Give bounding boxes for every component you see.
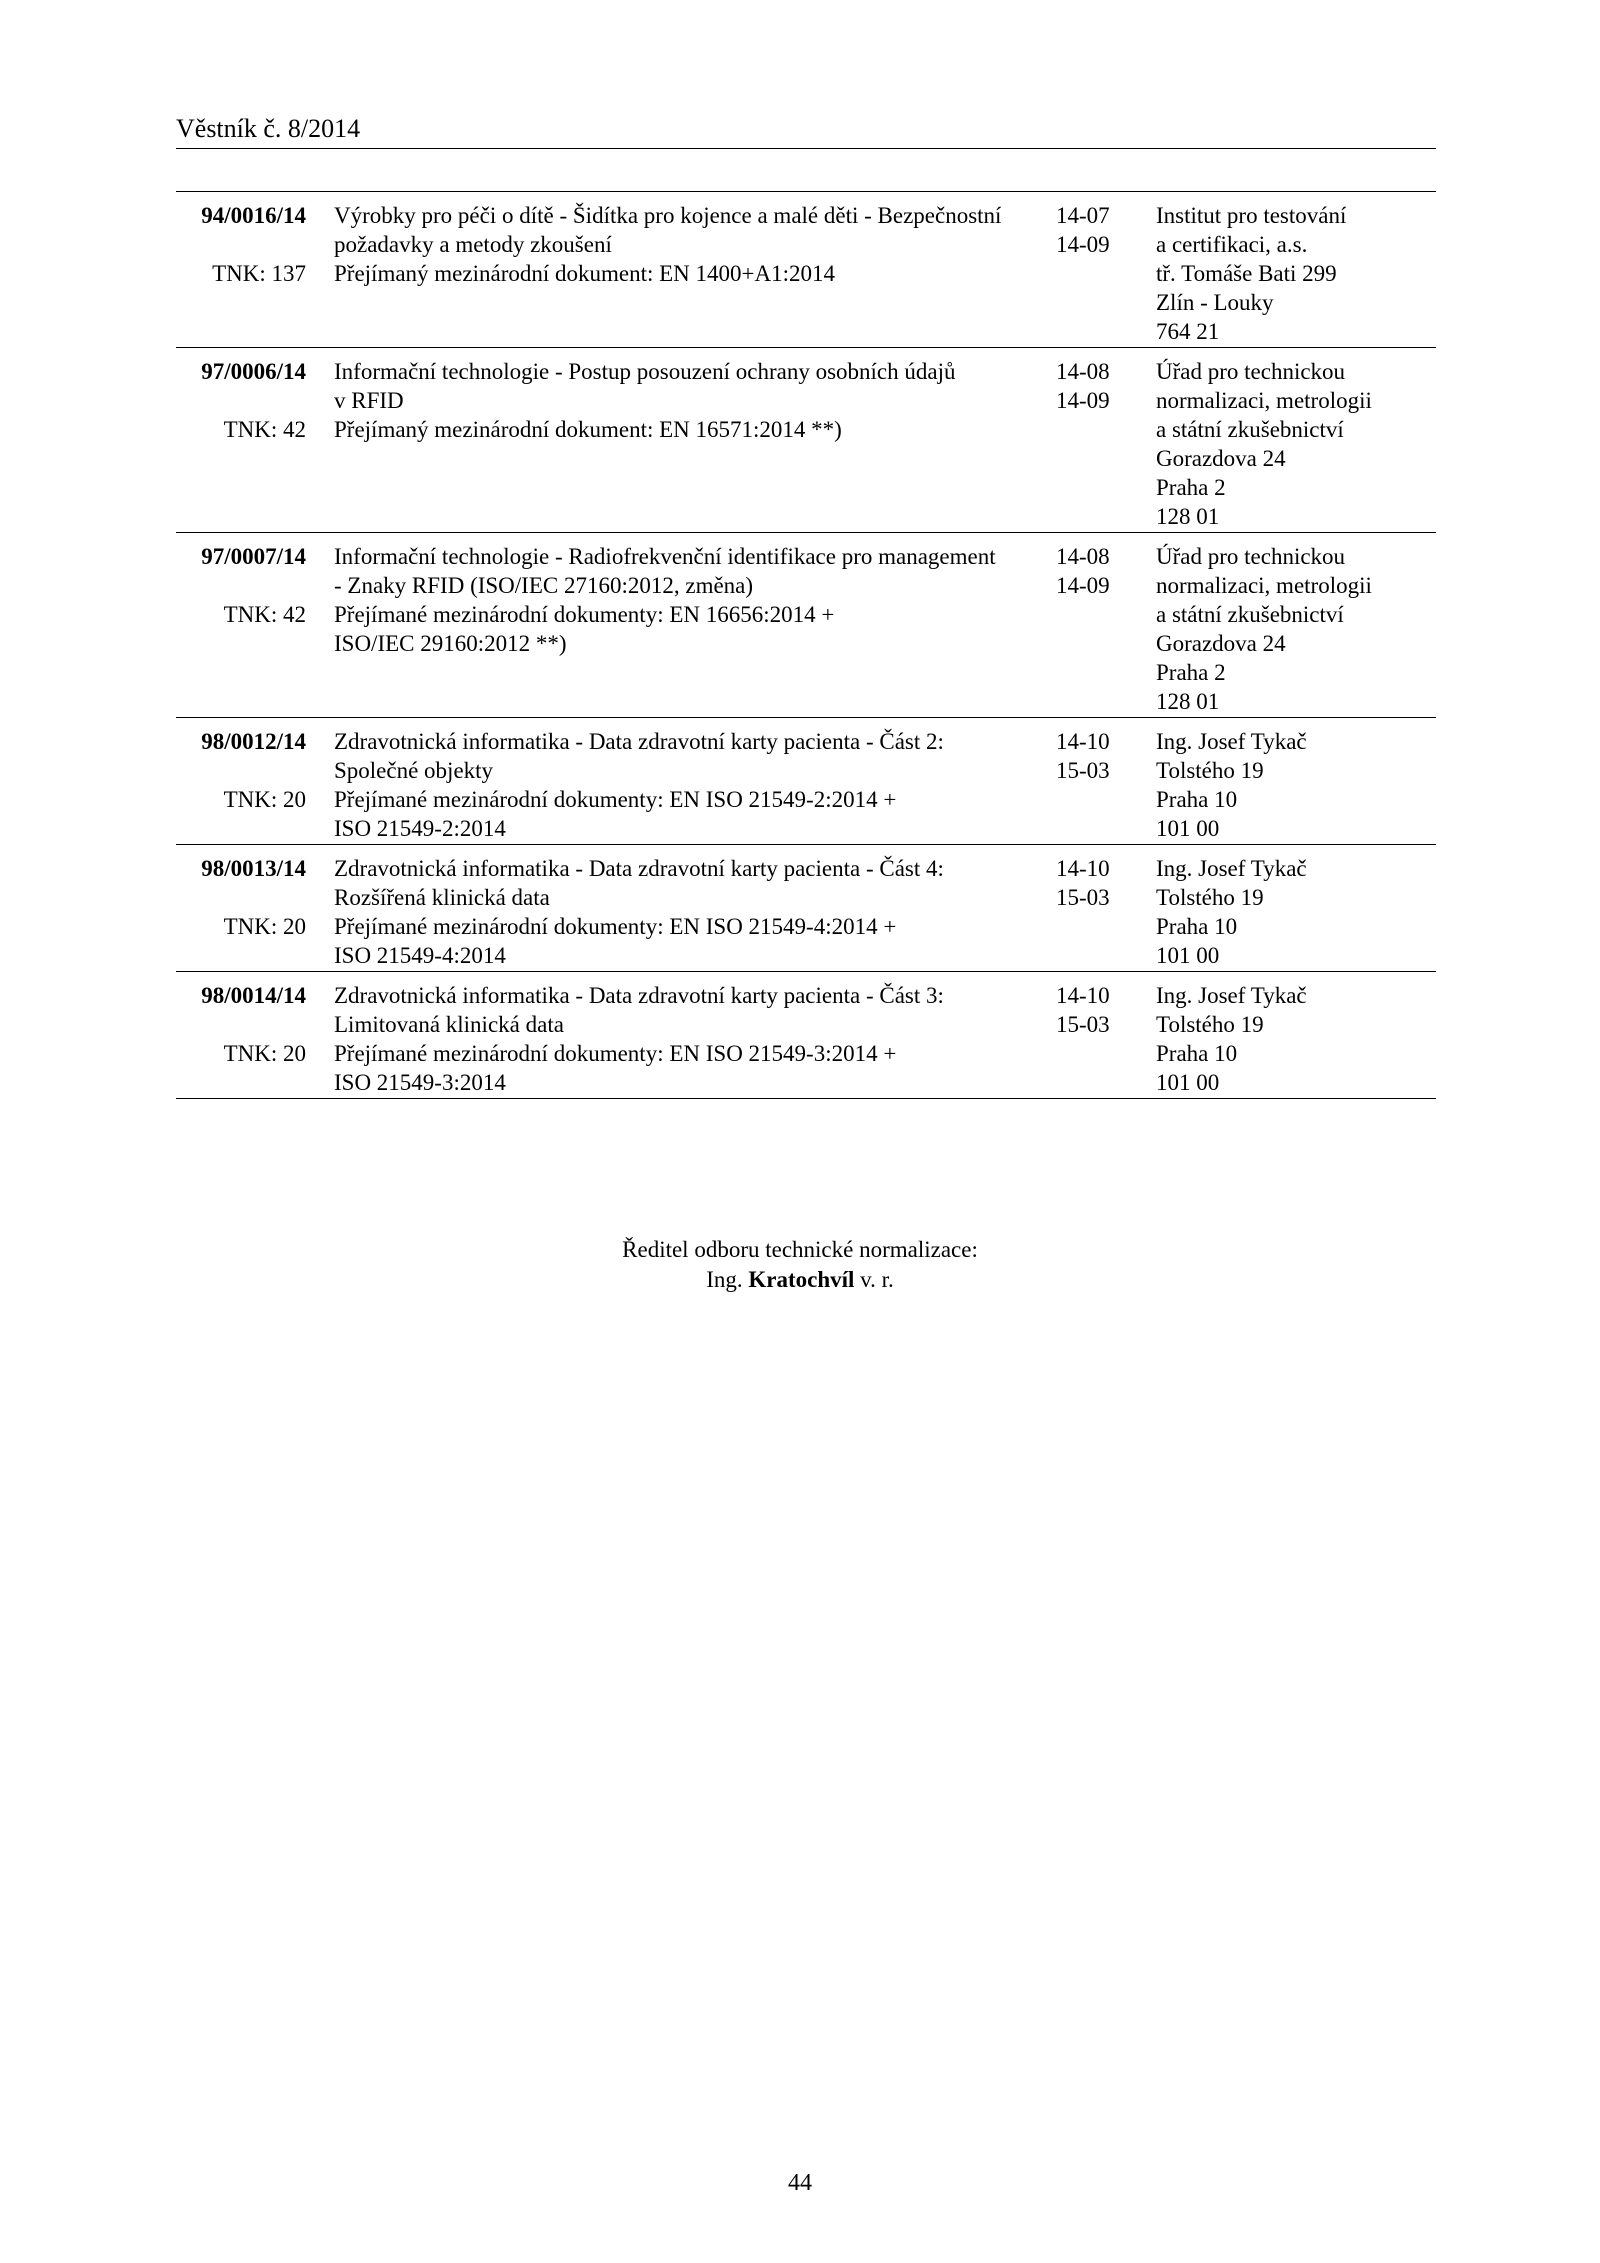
entry-title-line: ISO 21549-3:2014 [334, 1070, 506, 1095]
entry-code: 97/0007/14 [201, 544, 306, 569]
entry-date: 14-10 [1056, 983, 1110, 1008]
entry-address-cell [1156, 972, 1436, 1099]
entry-title-line: Společné objekty [334, 758, 494, 783]
entry-code-cell [176, 348, 306, 533]
entry-title-line: Zdravotnická informatika - Data zdravotní karty pacienta - Část 4: [334, 856, 944, 881]
entry-title-cell [306, 718, 1054, 845]
entry-address-line: normalizaci, metrologii [1156, 573, 1372, 598]
entry-address-line: Praha 10 [1156, 787, 1238, 812]
entry-address-line: Institut pro testování [1156, 203, 1347, 228]
entry-date: 14-07 [1056, 203, 1110, 228]
entry-code: 94/0016/14 [201, 203, 306, 228]
entry-title-line: Přejímaný mezinárodní dokument: EN 16571:2014 **) [334, 417, 842, 442]
entry-address-line: Tolstého 19 [1156, 885, 1264, 910]
entry-dates-cell [1054, 533, 1156, 718]
entry-tnk: TNK: 42 [223, 417, 306, 442]
entry-address-line: Praha 2 [1156, 475, 1226, 500]
entry-title-line: Přejímané mezinárodní dokumenty: EN ISO 21549-3:2014 + [334, 1041, 897, 1066]
entry-tnk: TNK: 42 [223, 602, 306, 627]
entry-address-cell [1156, 348, 1436, 533]
entry-date: 14-09 [1056, 232, 1110, 257]
entry-dates-cell [1054, 192, 1156, 348]
entry-title-cell [306, 533, 1054, 718]
entry-date: 14-10 [1056, 856, 1110, 881]
entry-code-cell [176, 718, 306, 845]
entry-address-line: Ing. Josef Tykač [1156, 856, 1307, 881]
entry-address-line: Úřad pro technickou [1156, 544, 1346, 569]
entry-address-line: 764 21 [1156, 319, 1220, 344]
entry-address-cell [1156, 192, 1436, 348]
signature-block [0, 1235, 1600, 1295]
table-row [176, 972, 1436, 1099]
entry-title-line: ISO/IEC 29160:2012 **) [334, 631, 567, 656]
entry-date: 15-03 [1056, 885, 1110, 910]
entry-title-line: Informační technologie - Postup posouzení ochrany osobních údajů [334, 359, 956, 384]
entry-title-line: Zdravotnická informatika - Data zdravotní karty pacienta - Část 2: [334, 729, 944, 754]
entry-title-line: - Znaky RFID (ISO/IEC 27160:2012, změna) [334, 573, 754, 598]
entry-title-cell [306, 192, 1054, 348]
table-row [176, 192, 1436, 348]
entry-address-line: Ing. Josef Tykač [1156, 729, 1307, 754]
entry-address-line: 101 00 [1156, 943, 1220, 968]
entry-title-line: Přejímané mezinárodní dokumenty: EN ISO 21549-4:2014 + [334, 914, 897, 939]
entry-title-line: Zdravotnická informatika - Data zdravotní karty pacienta - Část 3: [334, 983, 944, 1008]
entry-tnk: TNK: 20 [223, 914, 306, 939]
table-row [176, 533, 1436, 718]
entry-code: 98/0012/14 [201, 729, 306, 754]
entry-dates-cell [1054, 972, 1156, 1099]
entry-address-line: 128 01 [1156, 689, 1220, 714]
standards-table-body [176, 192, 1436, 1099]
entry-title-cell [306, 972, 1054, 1099]
entry-address-line: Zlín - Louky [1156, 290, 1274, 315]
entry-address-line: Gorazdova 24 [1156, 446, 1286, 471]
page-number: 44 [788, 2170, 812, 2196]
entry-title-cell [306, 845, 1054, 972]
entry-address-line: Gorazdova 24 [1156, 631, 1286, 656]
entry-address-line: Ing. Josef Tykač [1156, 983, 1307, 1008]
entry-address-cell [1156, 718, 1436, 845]
entry-address-line: normalizaci, metrologii [1156, 388, 1372, 413]
entry-code: 98/0013/14 [201, 856, 306, 881]
entry-tnk: TNK: 20 [223, 1041, 306, 1066]
signature-prefix: Ing. [706, 1267, 743, 1292]
entry-title-cell [306, 348, 1054, 533]
entry-date: 14-09 [1056, 573, 1110, 598]
page-header [176, 112, 1436, 149]
entry-address-line: Tolstého 19 [1156, 1012, 1264, 1037]
entry-tnk: TNK: 20 [223, 787, 306, 812]
table-row [176, 348, 1436, 533]
signature-name: Kratochvíl [748, 1267, 855, 1292]
signature-name-line [0, 1265, 1600, 1295]
entry-title-line: ISO 21549-4:2014 [334, 943, 506, 968]
entry-tnk: TNK: 137 [212, 261, 306, 286]
entry-date: 15-03 [1056, 758, 1110, 783]
entry-title-line: Přejímané mezinárodní dokumenty: EN ISO 21549-2:2014 + [334, 787, 897, 812]
entry-address-line: 101 00 [1156, 816, 1220, 841]
entry-address-line: Praha 10 [1156, 1041, 1238, 1066]
entry-address-line: Tolstého 19 [1156, 758, 1264, 783]
entry-address-line: Úřad pro technickou [1156, 359, 1346, 384]
entry-title-line: Informační technologie - Radiofrekvenční identifikace pro management [334, 544, 996, 569]
entry-code-cell [176, 192, 306, 348]
entry-dates-cell [1054, 348, 1156, 533]
entry-title-line: Přejímané mezinárodní dokumenty: EN 16656:2014 + [334, 602, 835, 627]
entry-title-line: Limitovaná klinická data [334, 1012, 564, 1037]
standards-table [176, 191, 1436, 1099]
journal-title: Věstník č. 8/2014 [176, 114, 361, 143]
entry-address-line: tř. Tomáše Bati 299 [1156, 261, 1337, 286]
entry-address-line: a certifikaci, a.s. [1156, 232, 1308, 257]
entry-date: 14-10 [1056, 729, 1110, 754]
entry-date: 14-09 [1056, 388, 1110, 413]
entry-address-cell [1156, 845, 1436, 972]
entry-date: 14-08 [1056, 544, 1110, 569]
entry-date: 15-03 [1056, 1012, 1110, 1037]
entry-address-line: Praha 10 [1156, 914, 1238, 939]
entry-code-cell [176, 845, 306, 972]
entry-code-cell [176, 533, 306, 718]
entry-code: 98/0014/14 [201, 983, 306, 1008]
entry-code: 97/0006/14 [201, 359, 306, 384]
table-row [176, 718, 1436, 845]
entry-title-line: Rozšířená klinická data [334, 885, 550, 910]
entry-code-cell [176, 972, 306, 1099]
table-row [176, 845, 1436, 972]
entry-title-line: v RFID [334, 388, 404, 413]
signature-role: Ředitel odboru technické normalizace: [622, 1237, 978, 1262]
entry-address-line: a státní zkušebnictví [1156, 417, 1344, 442]
entry-title-line: požadavky a metody zkoušení [334, 232, 612, 257]
entry-date: 14-08 [1056, 359, 1110, 384]
entry-address-cell [1156, 533, 1436, 718]
entry-dates-cell [1054, 845, 1156, 972]
entry-title-line: Přejímaný mezinárodní dokument: EN 1400+A1:2014 [334, 261, 836, 286]
entry-address-line: Praha 2 [1156, 660, 1226, 685]
signature-suffix: v. r. [860, 1267, 894, 1292]
entry-dates-cell [1054, 718, 1156, 845]
entry-title-line: Výrobky pro péči o dítě - Šidítka pro kojence a malé děti - Bezpečnostní [334, 203, 1002, 228]
entry-title-line: ISO 21549-2:2014 [334, 816, 506, 841]
entry-address-line: 128 01 [1156, 504, 1220, 529]
entry-address-line: a státní zkušebnictví [1156, 602, 1344, 627]
entry-address-line: 101 00 [1156, 1070, 1220, 1095]
